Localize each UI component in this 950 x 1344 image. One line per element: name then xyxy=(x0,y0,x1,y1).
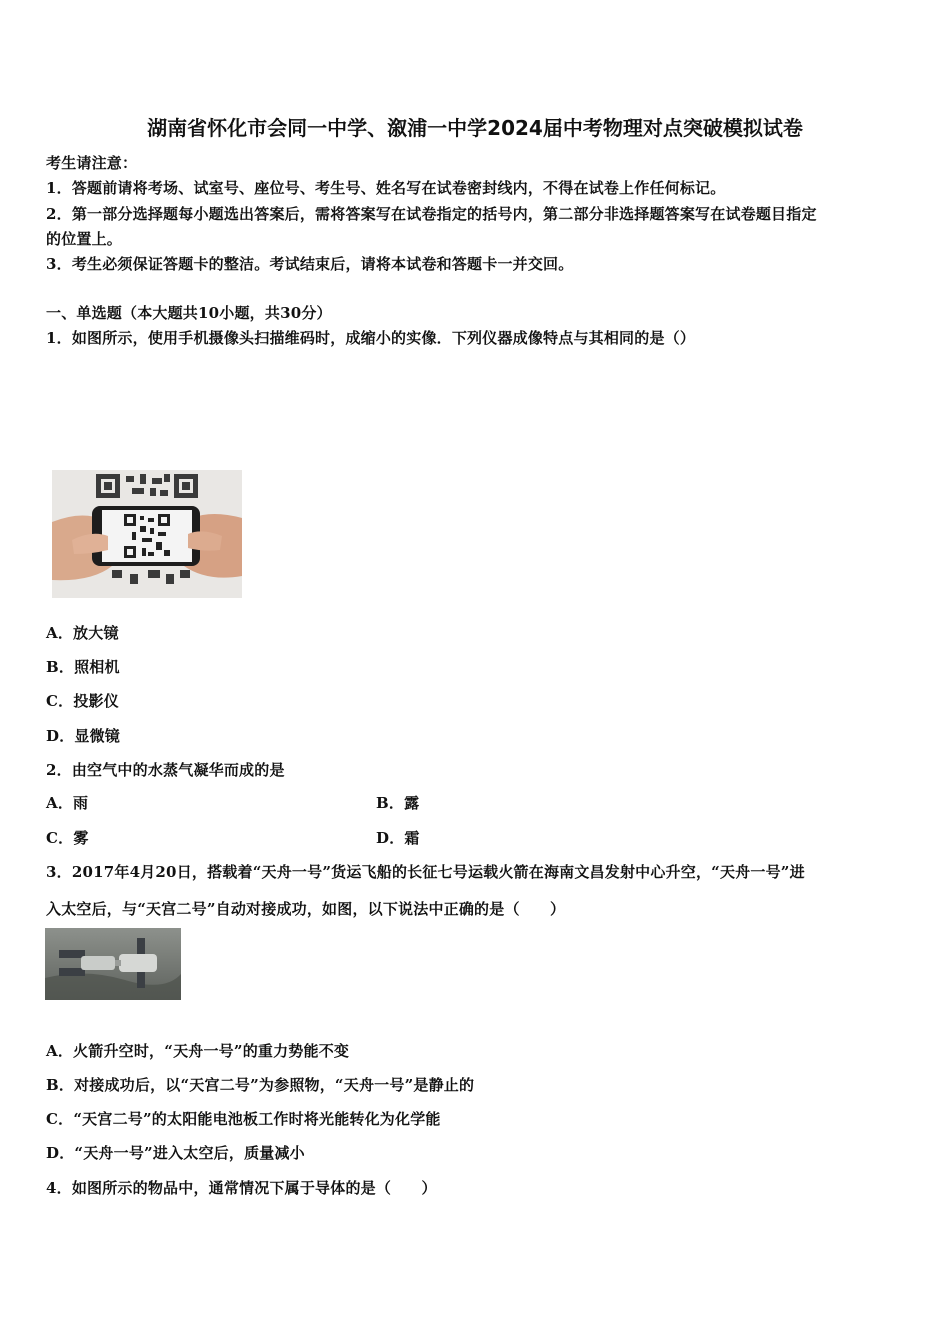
question-3-stem-line-2: 入太空后，与“天宫二号”自动对接成功，如图，以下说法中正确的是（ ） xyxy=(46,900,566,918)
question-1-stem: 1．如图所示，使用手机摄像头扫描维码时，成缩小的实像．下列仪器成像特点与其相同的是（） xyxy=(46,329,696,347)
q1-option-c: C．投影仪 xyxy=(46,692,119,710)
q1-option-d: D．显微镜 xyxy=(46,727,121,745)
q3-option-d: D．“天舟一号”进入太空后，质量减小 xyxy=(46,1144,305,1162)
notice-heading: 考生请注意： xyxy=(46,154,138,172)
q3-option-b: B．对接成功后，以“天宫二号”为参照物，“天舟一号”是静止的 xyxy=(46,1076,475,1094)
notice-line-2-cont: 的位置上。 xyxy=(46,230,123,248)
qr-scan-figure xyxy=(52,470,242,598)
section-heading: 一、单选题（本大题共10小题，共30分） xyxy=(46,304,332,322)
q2-option-d: D．霜 xyxy=(376,829,420,847)
q3-option-c: C．“天宫二号”的太阳能电池板工作时将光能转化为化学能 xyxy=(46,1110,441,1128)
question-2-stem: 2．由空气中的水蒸气凝华而成的是 xyxy=(46,761,285,779)
exam-title: 湖南省怀化市会同一中学、溆浦一中学2024届中考物理对点突破模拟试卷 xyxy=(147,116,803,140)
question-4-stem: 4．如图所示的物品中，通常情况下属于导体的是（ ） xyxy=(46,1179,437,1197)
q2-option-a: A．雨 xyxy=(46,794,89,812)
q2-option-c: C．雾 xyxy=(46,829,89,847)
notice-line-2: 2．第一部分选择题每小题选出答案后，需将答案写在试卷指定的括号内，第二部分非选择题答案写在试卷题目指定 xyxy=(46,205,817,223)
q3-option-a: A．火箭升空时，“天舟一号”的重力势能不变 xyxy=(46,1042,350,1060)
q1-option-b: B．照相机 xyxy=(46,658,120,676)
notice-line-1: 1．答题前请将考场、试室号、座位号、考生号、姓名写在试卷密封线内，不得在试卷上作任何标记。 xyxy=(46,179,726,197)
spacecraft-docking-figure xyxy=(45,928,181,1000)
notice-line-3: 3．考生必须保证答题卡的整洁。考试结束后，请将本试卷和答题卡一并交回。 xyxy=(46,255,574,273)
q1-option-a: A．放大镜 xyxy=(46,624,119,642)
q2-option-b: B．露 xyxy=(376,794,420,812)
question-3-stem-line-1: 3．2017年4月20日，搭载着“天舟一号”货运飞船的长征七号运载火箭在海南文昌发射中心升空，“天舟一号”进 xyxy=(46,863,805,881)
